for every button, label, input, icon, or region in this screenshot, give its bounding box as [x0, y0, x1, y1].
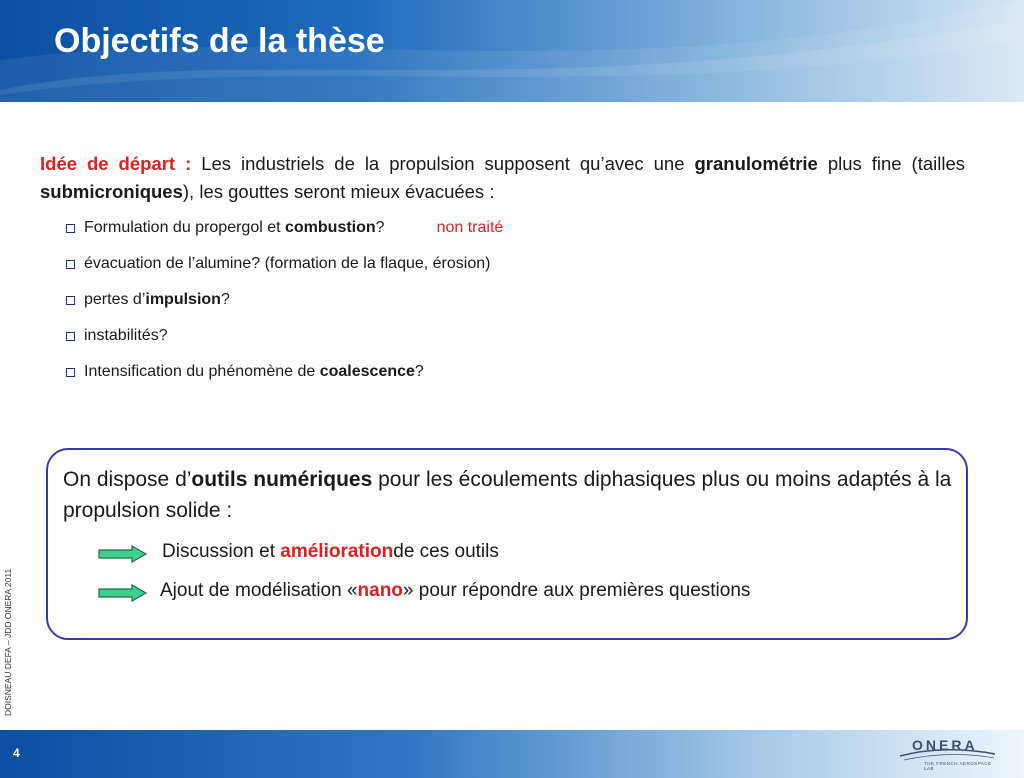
list-item-text: pertes d’impulsion? — [84, 291, 230, 308]
intro-bold-1: granulométrie — [694, 153, 818, 174]
author-side-note: DOISNEAU DEFA – JDD ONERA 2011 — [3, 568, 13, 716]
list-item-text: Intensification du phénomène de coalescence? — [84, 363, 424, 380]
intro-paragraph — [40, 150, 965, 206]
slide-title: Objectifs de la thèse — [54, 22, 385, 60]
slide-footer — [0, 730, 1024, 778]
list-item — [66, 252, 503, 288]
slide-header — [0, 0, 1024, 102]
intro-text-2: plus fine (tailles — [817, 153, 965, 174]
tools-item-discussion: Discussion et amélioration de ces outils — [162, 541, 499, 562]
intro-text-3: ), les gouttes seront mieux évacuées : — [182, 181, 495, 202]
tools-callout-box — [46, 448, 968, 640]
list-item-text: évacuation de l’alumine? (formation de la flaque, érosion) — [84, 255, 491, 272]
right-arrow-icon — [98, 584, 148, 602]
intro-text-1: Les industriels de la propulsion supposent qu’avec une — [191, 153, 695, 174]
square-bullet-icon — [66, 260, 75, 269]
right-arrow-icon — [98, 545, 148, 563]
tools-item-nano: Ajout de modélisation « nano » pour répondre aux premières questions — [160, 580, 751, 601]
objectives-list — [66, 216, 503, 396]
square-bullet-icon — [66, 296, 75, 305]
square-bullet-icon — [66, 368, 75, 377]
square-bullet-icon — [66, 332, 75, 341]
logo-wordmark: ONERA — [912, 737, 978, 753]
list-item — [66, 216, 503, 252]
page-number: 4 — [13, 746, 20, 760]
onera-logo — [890, 734, 1000, 774]
list-item — [66, 324, 503, 360]
square-bullet-icon — [66, 224, 75, 233]
list-item — [66, 360, 503, 396]
list-item-text: instabilités? — [84, 327, 168, 344]
intro-bold-2: submicroniques — [40, 181, 183, 202]
intro-lead: Idée de départ : — [40, 153, 192, 174]
list-item-text: Formulation du propergol et combustion? — [84, 219, 385, 236]
tools-paragraph: On dispose d’outils numériques pour les écoulements diphasiques plus ou moins adaptés à la propulsion solide : — [63, 468, 952, 522]
list-item — [66, 288, 503, 324]
not-treated-note: non traité — [436, 219, 504, 236]
logo-tagline: THE FRENCH AEROSPACE LAB — [924, 761, 992, 771]
